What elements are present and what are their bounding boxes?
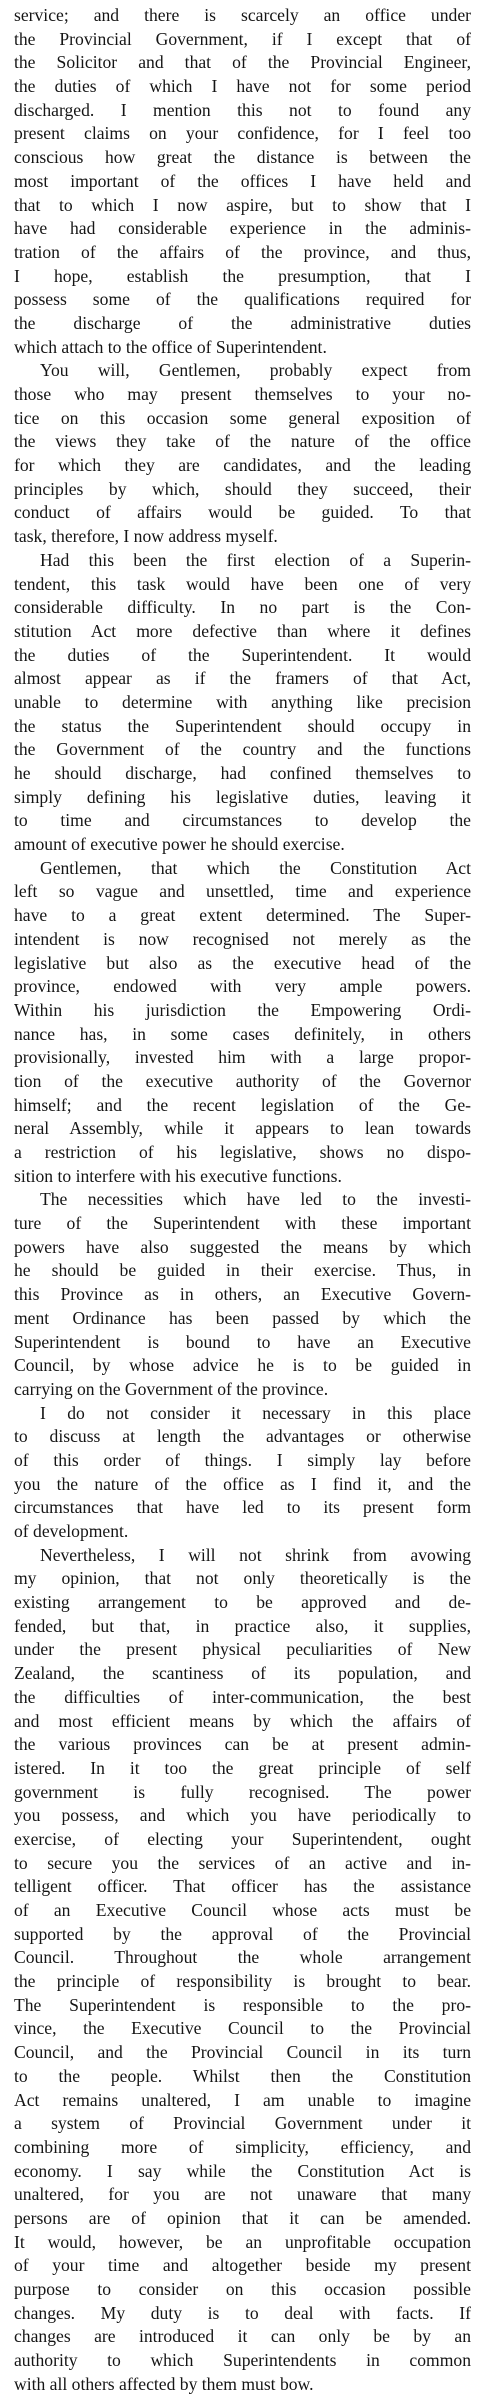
paragraph [14, 4, 471, 359]
text-line: tendent, this task would have been one of very [14, 573, 471, 594]
text-line: the various provinces can be at present admin- [14, 1734, 471, 1755]
paragraph [14, 857, 471, 1189]
text-line: amount of executive power he should exercise. [14, 834, 345, 855]
text-line: this Province as in others, an Executive Govern- [14, 1284, 471, 1305]
text-line: nance has, in some cases definitely, in others [14, 1023, 471, 1044]
text-line: he should discharge, had confined themselves to [14, 763, 471, 783]
text-line: existing arrangement to be approved and de- [14, 1592, 471, 1613]
text-line: task, therefore, I now address myself. [14, 526, 278, 547]
text-line: have had considerable experience in the adminis- [14, 218, 471, 239]
text-line: almost appear as if the framers of that Act, [14, 668, 471, 689]
text-line: for which they are candidates, and the leading [14, 455, 471, 476]
text-line: ment Ordinance has been passed by which the [14, 1307, 471, 1328]
text-line: ture of the Superintendent with these important [14, 1213, 471, 1234]
text-line: Had this been the first election of a Superin- [40, 549, 471, 570]
text-line: telligent officer. That officer has the assistance [14, 1876, 471, 1897]
text-line: Gentlemen, that which the Constitution Act [40, 857, 471, 878]
text-line: to discuss at length the advantages or otherwise [14, 1426, 471, 1447]
text-line: It would, however, be an unprofitable occupation [14, 2231, 471, 2252]
text-line: the views they take of the nature of the office [14, 431, 471, 452]
text-line: combining more of simplicity, efficiency, and [14, 2136, 471, 2157]
text-line: authority to which Superintendents in common [14, 2350, 471, 2371]
text-line: I do not consider it necessary in this place [40, 1402, 471, 1423]
text-line: changes. My duty is to deal with facts. If [14, 2302, 471, 2323]
text-line: istered. In it too the great principle of self [14, 1757, 471, 1778]
text-line: circumstances that have led to its present form [14, 1497, 471, 1518]
text-line: and most efficient means by which the affairs of [14, 1710, 471, 1731]
text-line: Nevertheless, I will not shrink from avowing [40, 1544, 471, 1565]
text-line: Zealand, the scantiness of its population, and [14, 1663, 471, 1684]
text-line: powers have also suggested the means by which [14, 1236, 471, 1257]
text-line: government is fully recognised. The power [14, 1781, 471, 1802]
text-line: you possess, and which you have periodically to [14, 1805, 471, 1826]
text-line: have to a great extent determined. The Super- [14, 905, 471, 926]
text-line: left so vague and unsettled, time and experience [14, 881, 471, 902]
text-line: The Superintendent is responsible to the pro- [14, 1994, 471, 2015]
text-line: a restriction of his legislative, shows no dispo- [14, 1142, 471, 1162]
text-line: of an Executive Council whose acts must be [14, 1900, 471, 1920]
text-line: the duties of which I have not for some period [14, 76, 471, 97]
text-line: You will, Gentlemen, probably expect from [40, 360, 471, 381]
text-line: conduct of affairs would be guided. To that [14, 502, 471, 523]
text-line: to the people. Whilst then the Constitution [14, 2065, 471, 2086]
text-line: persons are of opinion that it can be amended. [14, 2207, 471, 2228]
text-line: conscious how great the distance is between the [14, 147, 471, 168]
text-line: a system of Provincial Government under it [14, 2113, 471, 2134]
text-line: the difficulties of inter-communication, the best [14, 1686, 471, 1707]
text-line: possess some of the qualifications required for [14, 289, 471, 310]
text-line: the duties of the Superintendent. It would [14, 644, 471, 665]
paragraph [14, 1544, 471, 2396]
text-line: supported by the approval of the Provincial [14, 1923, 471, 1944]
paragraph [14, 1188, 471, 1401]
text-line: he should be guided in their exercise. Thus, in [14, 1260, 471, 1281]
text-line: tion of the executive authority of the Governor [14, 1070, 471, 1091]
text-line: changes are introduced it can only be by an [14, 2326, 471, 2347]
text-line: exercise, of electing your Superintendent, ought [14, 1828, 471, 1849]
text-line: principles by which, should they succeed, their [14, 478, 471, 499]
paragraph [14, 359, 471, 549]
text-line: Council, by whose advice he is to be guided in [14, 1355, 471, 1376]
text-line: Act remains unaltered, I am unable to imagine [14, 2089, 471, 2110]
text-line: stitution Act more defective than where it defines [14, 620, 471, 641]
text-line: Council. Throughout the whole arrangement [14, 1947, 471, 1968]
text-line: province, endowed with very ample powers. [14, 976, 471, 997]
text-line: sition to interfere with his executive functions. [14, 1165, 342, 1186]
paragraph [14, 1402, 471, 1544]
text-line: economy. I say while the Constitution Act is [14, 2160, 471, 2181]
text-line: of your time and altogether beside my present [14, 2255, 471, 2276]
text-line: simply defining his legislative duties, leaving it [14, 786, 471, 807]
text-line: service; and there is scarcely an office under [14, 5, 471, 25]
text-line: the Government of the country and the functions [14, 739, 471, 760]
text-line: vince, the Executive Council to the Provincial [14, 2018, 471, 2039]
text-line: the status the Superintendent should occupy in [14, 715, 471, 736]
text-line: Superintendent is bound to have an Executive [14, 1331, 471, 1352]
text-line: with all others affected by them must bow. [14, 2373, 314, 2394]
text-line: legislative but also as the executive head of the [14, 952, 471, 973]
text-line: the Solicitor and that of the Provincial Engineer, [14, 52, 471, 73]
text-line: tice on this occasion some general exposition of [14, 407, 471, 428]
text-line: which attach to the office of Superintendent. [14, 336, 327, 357]
text-line: Council, and the Provincial Council in its turn [14, 2042, 471, 2063]
text-line: of this order of things. I simply lay before [14, 1449, 471, 1470]
text-line: carrying on the Government of the province. [14, 1378, 329, 1399]
text-line: the Provincial Government, if I except that of [14, 28, 471, 49]
text-line: under the present physical peculiarities of New [14, 1639, 471, 1660]
text-line: unable to determine with anything like precision [14, 691, 471, 712]
text-line: that to which I now aspire, but to show that I [14, 194, 471, 215]
text-line: Within his jurisdiction the Empowering Ordi- [14, 999, 471, 1020]
text-line: fended, but that, in practice also, it supplies, [14, 1615, 471, 1636]
text-line: those who may present themselves to your no- [14, 384, 471, 404]
text-line: unaltered, for you are not unaware that many [14, 2184, 471, 2205]
text-line: to time and circumstances to develop the [14, 810, 471, 831]
text-line: to secure you the services of an active and in- [14, 1852, 471, 1873]
text-line: of development. [14, 1521, 129, 1541]
text-line: himself; and the recent legislation of the Ge- [14, 1094, 471, 1115]
text-line: purpose to consider on this occasion possible [14, 2279, 471, 2299]
text-line: my opinion, that not only theoretically is the [14, 1568, 471, 1589]
text-line: considerable difficulty. In no part is the Con- [14, 597, 471, 618]
text-line: The necessities which have led to the investi- [40, 1189, 471, 1210]
text-line: present claims on your confidence, for I feel too [14, 123, 471, 144]
text-line: discharged. I mention this not to found any [14, 99, 471, 120]
text-line: I hope, establish the presumption, that I [14, 265, 471, 286]
text-line: the principle of responsibility is brought to bear. [14, 1971, 471, 1992]
text-line: provisionally, invested him with a large propor- [14, 1047, 471, 1068]
text-line: the discharge of the administrative duties [14, 312, 471, 333]
text-line: most important of the offices I have held and [14, 170, 471, 191]
text-line: neral Assembly, while it appears to lean towards [14, 1118, 471, 1139]
paragraph [14, 549, 471, 857]
text-line: you the nature of the office as I find it, and the [14, 1473, 471, 1494]
text-line: tration of the affairs of the province, and thus, [14, 241, 471, 262]
text-line: intendent is now recognised not merely as the [14, 928, 471, 949]
